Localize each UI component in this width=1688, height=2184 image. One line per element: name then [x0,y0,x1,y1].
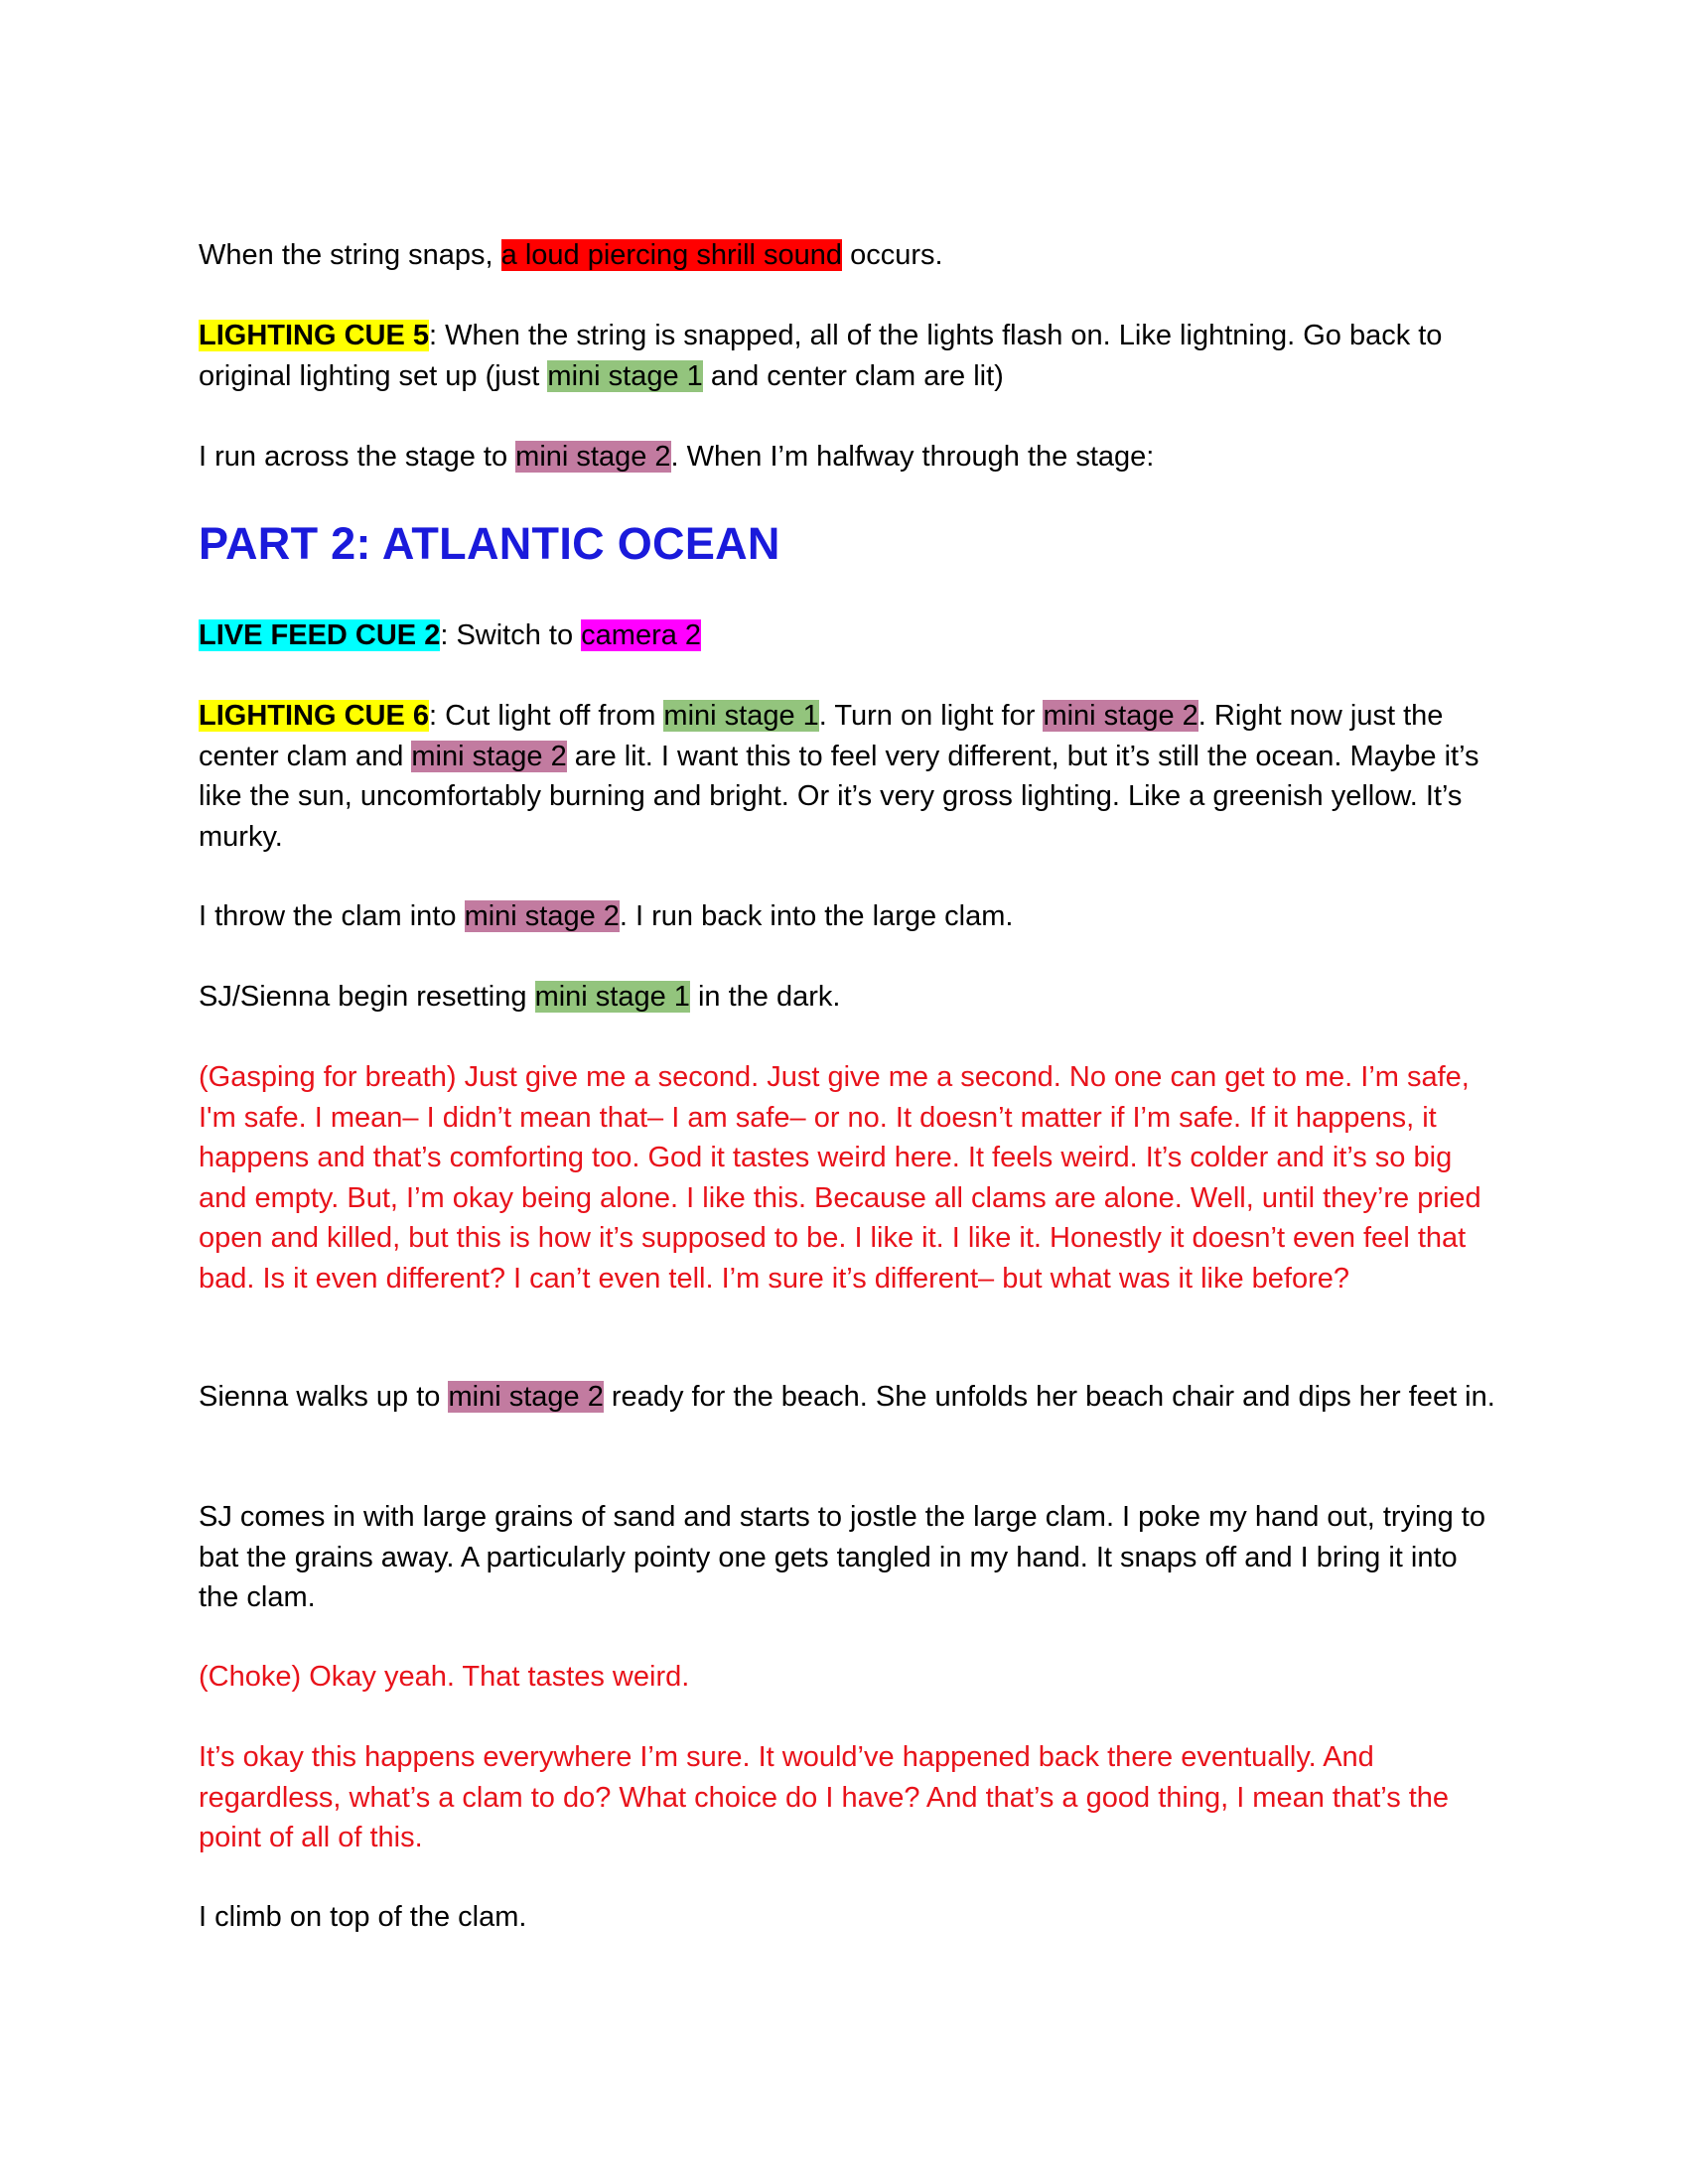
dialogue-okay-everywhere: It’s okay this happens everywhere I’m sure. It would’ve happened back there eventually. And regardless, what’s a clam to do? What choice do I have? And that’s a good thing, I mean that’s the point of all of this. [199,1741,1450,1853]
lighting-cue-label: LIGHTING CUE 6 [199,700,430,732]
lighting-cue-label: LIGHTING CUE 5 [199,320,430,351]
paragraph-run-across [199,437,1499,478]
paragraph-live-feed-cue-2 [199,615,1499,656]
text: . When I’m halfway through the stage: [670,441,1155,473]
dialogue-gasping: (Gasping for breath) Just give me a second. Just give me a second. No one can get to me. I’m safe, I'm safe. I mean– I didn’t mean that– I am safe– or no. It doesn’t matter if I’m safe. If it happens, it happens and that’s comforting too. God it tastes weird here. It feels weird. It’s colder and it’s so big and empty. But, I’m okay being alone. I like this. Because all clams are alone. Well, until they’re pried open and killed, but this is how it’s supposed to be. I like it. I like it. Honestly it doesn’t even feel that bad. Is it even different? I can’t even tell. I’m sure it’s different– but what was it like before? [199,1061,1481,1295]
text: . Turn on light for [818,700,1044,732]
text: ready for the beach. She unfolds her beach chair and dips her feet in. [603,1381,1495,1413]
paragraph-sienna-beach [199,1377,1499,1418]
text: occurs. [842,239,943,271]
mini-stage-2-highlight: mini stage 2 [515,441,671,473]
text: Sienna walks up to [199,1381,449,1413]
mini-stage-1-highlight: mini stage 1 [534,981,690,1013]
mini-stage-2-highlight: mini stage 2 [448,1381,604,1413]
text: are lit. I want this to feel very different, but it’s still the ocean. Maybe it’s like the sun, uncomfortably burning and bright. Or it’s very gross lighting. Like a greenish yellow. It’s murky. [199,740,1479,853]
text: I run across the stage to [199,441,516,473]
paragraph-lighting-cue-6 [199,696,1499,857]
mini-stage-1-highlight: mini stage 1 [663,700,819,732]
mini-stage-2-highlight: mini stage 2 [464,900,620,932]
paragraph-throw-clam [199,896,1499,937]
text: : When the string is snapped, all of the lights flash on. Like lightning. Go back to original lighting set up (just [199,320,1443,392]
text: . I run back into the large clam. [619,900,1014,932]
mini-stage-2-highlight: mini stage 2 [411,740,567,772]
text: and center clam are lit) [702,359,1004,392]
paragraph-string-snaps [199,235,1499,276]
text: When the string snaps, [199,239,501,271]
text: : Switch to [440,619,582,651]
section-heading: PART 2: ATLANTIC OCEAN [199,518,780,569]
text: . Right now just the center clam and [199,700,1444,772]
text: : Cut light off from [429,700,664,732]
text: I throw the clam into [199,900,465,932]
text: in the dark. [689,981,841,1013]
text: SJ/Sienna begin resetting [199,981,535,1013]
camera-highlight: camera 2 [581,619,702,651]
mini-stage-1-highlight: mini stage 1 [547,359,703,392]
live-feed-cue-label: LIVE FEED CUE 2 [199,619,441,651]
paragraph-climb: I climb on top of the clam. [199,1901,527,1933]
paragraph-lighting-cue-5 [199,316,1499,396]
sound-cue-highlight: a loud piercing shrill sound [500,239,843,271]
paragraph-resetting [199,977,1499,1018]
dialogue-choke: (Choke) Okay yeah. That tastes weird. [199,1661,690,1693]
paragraph-sand-grains: SJ comes in with large grains of sand and starts to jostle the large clam. I poke my hand out, trying to bat the grains away. A particularly pointy one gets tangled in my hand. It snaps off and I bring it into the clam. [199,1501,1485,1613]
mini-stage-2-highlight: mini stage 2 [1043,700,1198,732]
